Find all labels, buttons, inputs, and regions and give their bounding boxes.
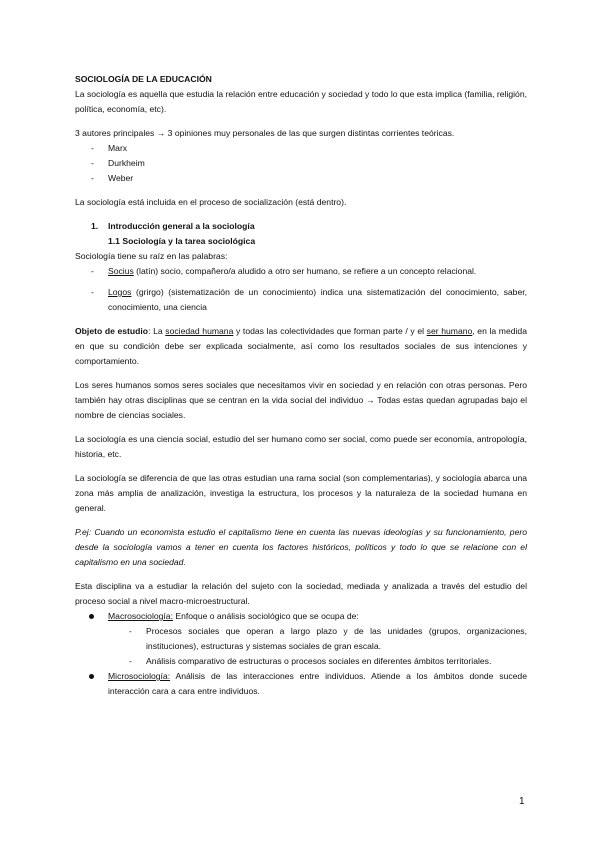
subsection-heading: 1.1 Sociología y la tarea sociológica	[108, 236, 256, 246]
intro-paragraph: La sociología es aquella que estudia la relación entre educación y sociedad y todo lo que esta implica (familia, religión, política, economía, etc).	[75, 89, 527, 114]
document-title: SOCIOLOGÍA DE LA EDUCACIÓN	[75, 74, 212, 84]
socialization-paragraph: La sociología está incluida en el proceso de socialización (está dentro).	[75, 197, 347, 207]
list-item: - Procesos sociales que operan a largo plazo y de las unidades (grupos, organizaciones, instituciones), estructuras y sistemas sociales de gran escala.	[129, 626, 527, 651]
macro-sublist	[108, 624, 527, 669]
bullet-icon	[89, 614, 94, 619]
section-heading: 1. Introducción general a la sociología	[91, 221, 255, 231]
levels-list	[75, 609, 527, 699]
authors-intro: 3 autores principales → 3 opiniones muy personales de las que surgen distintas corrientes teóricas.	[75, 128, 455, 138]
list-item: Macrosociología: Enfoque o análisis sociológico que se ocupa de: - Procesos sociales que operan a largo plazo y de las unidades (grupos, organizaciones, instituciones), estructuras y sistemas sociales de gran escala. - Análisis comparativo de estructuras o procesos sociales en diferentes ámbitos territoriales.	[75, 609, 527, 669]
list-item: - Marx	[91, 143, 128, 153]
objeto-paragraph: Objeto de estudio: La sociedad humana y todas las colectividades que forman parte / y el ser humano, en la medida en que su condición debe ser explicada socialmente, así como los resultados sociales de sus intenciones y comportamiento.	[75, 326, 527, 366]
seres-paragraph: Los seres humanos somos seres sociales que necesitamos vivir en sociedad y en relación con otras personas. Pero también hay otras disciplinas que se centran en la vida social del individuo → Todas estas quedan agrupadas bajo el nombre de ciencias sociales.	[75, 380, 527, 420]
list-item: - Durkheim	[91, 158, 145, 168]
authors-list	[75, 141, 527, 186]
roots-list	[75, 264, 527, 315]
roots-intro: Sociología tiene su raíz en las palabras:	[75, 251, 228, 261]
list-item: - Logos (grirgo) (sistematización de un conocimiento) indica una sistematización del conocimiento, saber, conocimiento, una ciencia	[91, 287, 527, 312]
ciencia-paragraph: La sociología es una ciencia social, estudio del ser humano como ser social, como puede ser economía, antropología, historia, etc.	[75, 434, 527, 459]
page-number: 1	[519, 796, 525, 807]
disciplina-paragraph: Esta disciplina va a estudiar la relación del sujeto con la sociedad, mediada y analizada a través del estudio del proceso social a nivel macro-microestructural.	[75, 581, 527, 606]
list-item: Microsociología: Análisis de las interacciones entre individuos. Atiende a los ámbitos donde sucede interacción cara a cara entre individuos.	[75, 669, 527, 699]
diferencia-paragraph: La sociología se diferencia de que las otras estudian una rama social (son complementarias), y sociología abarca una zona más amplia de analización, investiga la estructura, los procesos y la naturaleza de la sociedad humana en general.	[75, 473, 527, 513]
list-item: - Análisis comparativo de estructuras o procesos sociales en diferentes ámbitos territoriales.	[129, 656, 492, 666]
example-paragraph: P.ej: Cuando un economista estudio el capitalismo tiene en cuenta las nuevas ideologías y su funcionamiento, pero desde la sociología vamos a tener en cuenta los factores históricos, políticos y todo lo que se relacione con el capitalismo en una sociedad.	[75, 527, 527, 567]
list-item: - Weber	[91, 173, 134, 183]
document-page	[75, 72, 527, 699]
list-item: - Socius (latín) socio, compañero/a aludido a otro ser humano, se refiere a un concepto relacional.	[91, 266, 477, 276]
bullet-icon	[89, 674, 94, 679]
